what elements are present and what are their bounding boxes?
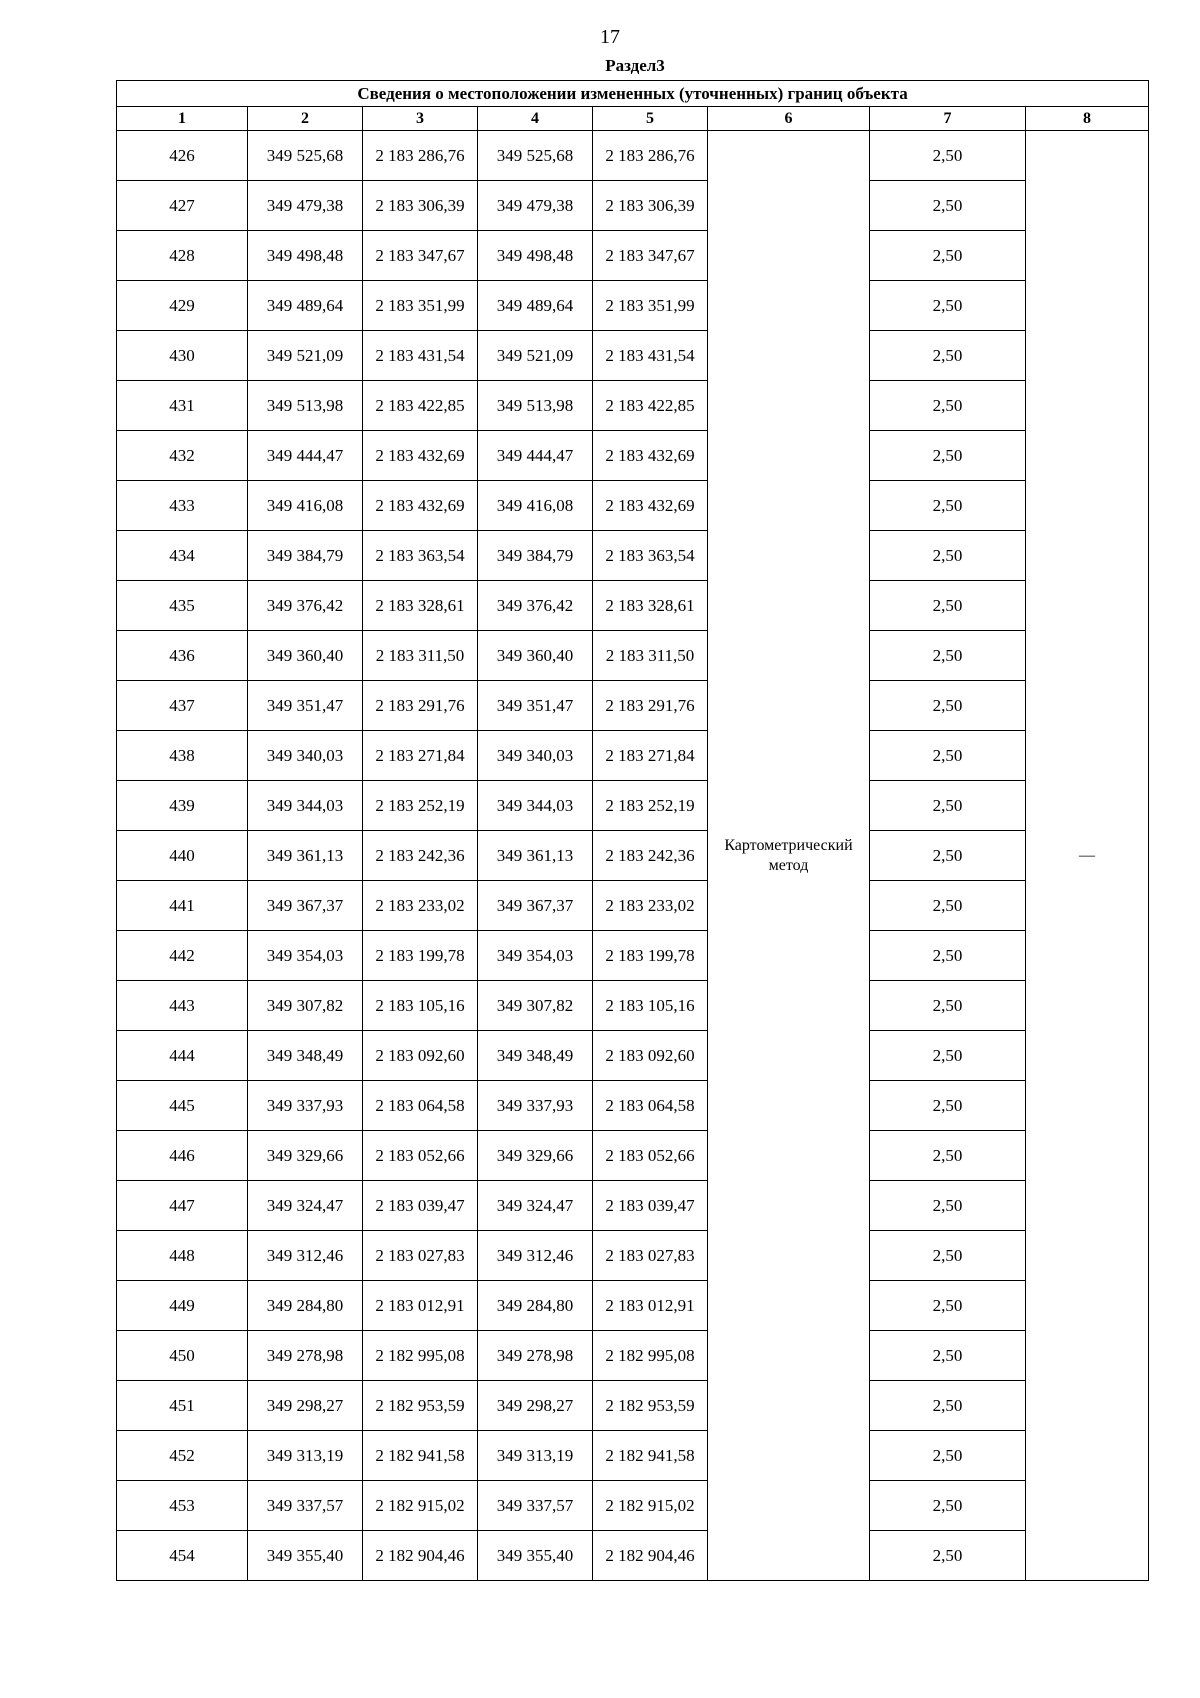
y-new-cell: 2 183 105,16 — [593, 981, 708, 1031]
y-new-cell: 2 183 328,61 — [593, 581, 708, 631]
point-number-cell: 430 — [117, 331, 248, 381]
y-existing-cell: 2 183 432,69 — [363, 481, 478, 531]
point-number-cell: 454 — [117, 1531, 248, 1581]
column-number: 6 — [708, 107, 870, 131]
accuracy-cell: 2,50 — [870, 581, 1026, 631]
y-new-cell: 2 183 431,54 — [593, 331, 708, 381]
x-existing-cell: 349 351,47 — [248, 681, 363, 731]
y-new-cell: 2 183 242,36 — [593, 831, 708, 881]
point-number-cell: 444 — [117, 1031, 248, 1081]
point-number-cell: 447 — [117, 1181, 248, 1231]
point-number-cell: 426 — [117, 131, 248, 181]
y-new-cell: 2 183 351,99 — [593, 281, 708, 331]
x-existing-cell: 349 284,80 — [248, 1281, 363, 1331]
accuracy-cell: 2,50 — [870, 881, 1026, 931]
x-new-cell: 349 355,40 — [478, 1531, 593, 1581]
y-new-cell: 2 183 286,76 — [593, 131, 708, 181]
y-new-cell: 2 183 306,39 — [593, 181, 708, 231]
accuracy-cell: 2,50 — [870, 131, 1026, 181]
x-existing-cell: 349 384,79 — [248, 531, 363, 581]
table-row — [117, 731, 1149, 781]
table-row — [117, 931, 1149, 981]
x-new-cell: 349 351,47 — [478, 681, 593, 731]
x-existing-cell: 349 360,40 — [248, 631, 363, 681]
point-number-cell: 448 — [117, 1231, 248, 1281]
accuracy-cell: 2,50 — [870, 481, 1026, 531]
x-existing-cell: 349 498,48 — [248, 231, 363, 281]
table-title-row — [117, 81, 1149, 107]
y-existing-cell: 2 183 252,19 — [363, 781, 478, 831]
column-number: 1 — [117, 107, 248, 131]
point-number-cell: 439 — [117, 781, 248, 831]
accuracy-cell: 2,50 — [870, 231, 1026, 281]
table-row — [117, 131, 1149, 181]
table-title: Сведения о местоположении измененных (уточненных) границ объекта — [117, 81, 1149, 107]
point-number-cell: 437 — [117, 681, 248, 731]
table-row — [117, 1431, 1149, 1481]
x-new-cell: 349 521,09 — [478, 331, 593, 381]
table-row — [117, 531, 1149, 581]
y-existing-cell: 2 183 233,02 — [363, 881, 478, 931]
y-existing-cell: 2 182 953,59 — [363, 1381, 478, 1431]
accuracy-cell: 2,50 — [870, 1131, 1026, 1181]
table-row — [117, 231, 1149, 281]
point-number-cell: 436 — [117, 631, 248, 681]
x-existing-cell: 349 361,13 — [248, 831, 363, 881]
y-new-cell: 2 182 915,02 — [593, 1481, 708, 1531]
y-existing-cell: 2 183 291,76 — [363, 681, 478, 731]
table-row — [117, 1231, 1149, 1281]
accuracy-cell: 2,50 — [870, 781, 1026, 831]
accuracy-cell: 2,50 — [870, 1081, 1026, 1131]
table-row — [117, 481, 1149, 531]
y-new-cell: 2 183 347,67 — [593, 231, 708, 281]
method-cell: Картометрический метод — [708, 131, 870, 1581]
point-number-cell: 441 — [117, 881, 248, 931]
x-existing-cell: 349 416,08 — [248, 481, 363, 531]
x-existing-cell: 349 337,57 — [248, 1481, 363, 1531]
x-new-cell: 349 340,03 — [478, 731, 593, 781]
y-new-cell: 2 182 995,08 — [593, 1331, 708, 1381]
table-row — [117, 631, 1149, 681]
accuracy-cell: 2,50 — [870, 831, 1026, 881]
table-row — [117, 1381, 1149, 1431]
accuracy-cell: 2,50 — [870, 731, 1026, 781]
y-existing-cell: 2 182 941,58 — [363, 1431, 478, 1481]
table-row — [117, 431, 1149, 481]
accuracy-cell: 2,50 — [870, 381, 1026, 431]
y-existing-cell: 2 183 432,69 — [363, 431, 478, 481]
table-row — [117, 1081, 1149, 1131]
accuracy-cell: 2,50 — [870, 1531, 1026, 1581]
x-new-cell: 349 479,38 — [478, 181, 593, 231]
table-row — [117, 681, 1149, 731]
x-new-cell: 349 313,19 — [478, 1431, 593, 1481]
x-new-cell: 349 376,42 — [478, 581, 593, 631]
x-existing-cell: 349 489,64 — [248, 281, 363, 331]
point-number-cell: 432 — [117, 431, 248, 481]
table-row — [117, 281, 1149, 331]
x-existing-cell: 349 340,03 — [248, 731, 363, 781]
x-new-cell: 349 513,98 — [478, 381, 593, 431]
y-existing-cell: 2 183 039,47 — [363, 1181, 478, 1231]
accuracy-cell: 2,50 — [870, 1281, 1026, 1331]
table-row — [117, 1181, 1149, 1231]
y-new-cell: 2 182 904,46 — [593, 1531, 708, 1581]
x-existing-cell: 349 298,27 — [248, 1381, 363, 1431]
point-number-cell: 427 — [117, 181, 248, 231]
x-existing-cell: 349 312,46 — [248, 1231, 363, 1281]
accuracy-cell: 2,50 — [870, 1381, 1026, 1431]
table-row — [117, 981, 1149, 1031]
point-number-cell: 442 — [117, 931, 248, 981]
y-new-cell: 2 183 271,84 — [593, 731, 708, 781]
accuracy-cell: 2,50 — [870, 1231, 1026, 1281]
accuracy-cell: 2,50 — [870, 1331, 1026, 1381]
x-new-cell: 349 489,64 — [478, 281, 593, 331]
accuracy-cell: 2,50 — [870, 1031, 1026, 1081]
y-existing-cell: 2 183 012,91 — [363, 1281, 478, 1331]
y-new-cell: 2 183 422,85 — [593, 381, 708, 431]
y-new-cell: 2 183 432,69 — [593, 431, 708, 481]
x-existing-cell: 349 479,38 — [248, 181, 363, 231]
x-new-cell: 349 312,46 — [478, 1231, 593, 1281]
x-existing-cell: 349 329,66 — [248, 1131, 363, 1181]
y-existing-cell: 2 183 286,76 — [363, 131, 478, 181]
point-number-cell: 445 — [117, 1081, 248, 1131]
y-new-cell: 2 183 252,19 — [593, 781, 708, 831]
x-existing-cell: 349 348,49 — [248, 1031, 363, 1081]
point-number-cell: 451 — [117, 1381, 248, 1431]
x-new-cell: 349 337,93 — [478, 1081, 593, 1131]
table-body — [117, 131, 1149, 1581]
column-number: 3 — [363, 107, 478, 131]
column-numbers-row — [117, 107, 1149, 131]
table-row — [117, 1481, 1149, 1531]
x-existing-cell: 349 307,82 — [248, 981, 363, 1031]
y-existing-cell: 2 183 242,36 — [363, 831, 478, 881]
accuracy-cell: 2,50 — [870, 181, 1026, 231]
y-new-cell: 2 183 012,91 — [593, 1281, 708, 1331]
y-existing-cell: 2 183 306,39 — [363, 181, 478, 231]
x-new-cell: 349 525,68 — [478, 131, 593, 181]
x-existing-cell: 349 367,37 — [248, 881, 363, 931]
y-new-cell: 2 183 027,83 — [593, 1231, 708, 1281]
column-number: 5 — [593, 107, 708, 131]
point-number-cell: 443 — [117, 981, 248, 1031]
point-number-cell: 452 — [117, 1431, 248, 1481]
accuracy-cell: 2,50 — [870, 1481, 1026, 1531]
y-existing-cell: 2 183 105,16 — [363, 981, 478, 1031]
table-row — [117, 1531, 1149, 1581]
table-row — [117, 381, 1149, 431]
point-number-cell: 449 — [117, 1281, 248, 1331]
y-existing-cell: 2 183 422,85 — [363, 381, 478, 431]
accuracy-cell: 2,50 — [870, 331, 1026, 381]
accuracy-cell: 2,50 — [870, 681, 1026, 731]
accuracy-cell: 2,50 — [870, 931, 1026, 981]
point-number-cell: 431 — [117, 381, 248, 431]
y-new-cell: 2 182 941,58 — [593, 1431, 708, 1481]
y-existing-cell: 2 183 328,61 — [363, 581, 478, 631]
x-new-cell: 349 344,03 — [478, 781, 593, 831]
y-new-cell: 2 183 039,47 — [593, 1181, 708, 1231]
point-number-cell: 440 — [117, 831, 248, 881]
x-new-cell: 349 324,47 — [478, 1181, 593, 1231]
x-new-cell: 349 278,98 — [478, 1331, 593, 1381]
x-existing-cell: 349 376,42 — [248, 581, 363, 631]
boundary-coordinates-table — [116, 80, 1149, 1581]
accuracy-cell: 2,50 — [870, 981, 1026, 1031]
point-number-cell: 428 — [117, 231, 248, 281]
table-row — [117, 881, 1149, 931]
y-new-cell: 2 183 052,66 — [593, 1131, 708, 1181]
y-existing-cell: 2 183 431,54 — [363, 331, 478, 381]
x-new-cell: 349 329,66 — [478, 1131, 593, 1181]
y-existing-cell: 2 183 271,84 — [363, 731, 478, 781]
x-existing-cell: 349 337,93 — [248, 1081, 363, 1131]
y-existing-cell: 2 182 904,46 — [363, 1531, 478, 1581]
y-existing-cell: 2 183 199,78 — [363, 931, 478, 981]
table-row — [117, 181, 1149, 231]
x-existing-cell: 349 444,47 — [248, 431, 363, 481]
x-existing-cell: 349 313,19 — [248, 1431, 363, 1481]
x-new-cell: 349 348,49 — [478, 1031, 593, 1081]
table-row — [117, 831, 1149, 881]
table-row — [117, 1331, 1149, 1381]
y-new-cell: 2 182 953,59 — [593, 1381, 708, 1431]
section-title: Раздел3 — [605, 56, 665, 75]
x-existing-cell: 349 355,40 — [248, 1531, 363, 1581]
table-row — [117, 1131, 1149, 1181]
x-new-cell: 349 307,82 — [478, 981, 593, 1031]
y-new-cell: 2 183 233,02 — [593, 881, 708, 931]
x-existing-cell: 349 525,68 — [248, 131, 363, 181]
x-existing-cell: 349 354,03 — [248, 931, 363, 981]
x-new-cell: 349 298,27 — [478, 1381, 593, 1431]
y-existing-cell: 2 183 092,60 — [363, 1031, 478, 1081]
accuracy-cell: 2,50 — [870, 431, 1026, 481]
column-number: 7 — [870, 107, 1026, 131]
table-row — [117, 1031, 1149, 1081]
x-new-cell: 349 416,08 — [478, 481, 593, 531]
x-new-cell: 349 360,40 — [478, 631, 593, 681]
y-existing-cell: 2 183 027,83 — [363, 1231, 478, 1281]
y-new-cell: 2 183 432,69 — [593, 481, 708, 531]
y-new-cell: 2 183 092,60 — [593, 1031, 708, 1081]
x-new-cell: 349 384,79 — [478, 531, 593, 581]
y-existing-cell: 2 183 064,58 — [363, 1081, 478, 1131]
column-number: 2 — [248, 107, 363, 131]
x-new-cell: 349 361,13 — [478, 831, 593, 881]
point-number-cell: 446 — [117, 1131, 248, 1181]
y-existing-cell: 2 182 995,08 — [363, 1331, 478, 1381]
accuracy-cell: 2,50 — [870, 1431, 1026, 1481]
point-number-cell: 429 — [117, 281, 248, 331]
x-existing-cell: 349 513,98 — [248, 381, 363, 431]
point-number-cell: 453 — [117, 1481, 248, 1531]
y-existing-cell: 2 183 363,54 — [363, 531, 478, 581]
y-new-cell: 2 183 363,54 — [593, 531, 708, 581]
y-new-cell: 2 183 064,58 — [593, 1081, 708, 1131]
y-existing-cell: 2 183 347,67 — [363, 231, 478, 281]
column-number: 4 — [478, 107, 593, 131]
x-new-cell: 349 284,80 — [478, 1281, 593, 1331]
x-existing-cell: 349 521,09 — [248, 331, 363, 381]
table-row — [117, 581, 1149, 631]
accuracy-cell: 2,50 — [870, 281, 1026, 331]
y-new-cell: 2 183 199,78 — [593, 931, 708, 981]
accuracy-cell: 2,50 — [870, 631, 1026, 681]
x-new-cell: 349 498,48 — [478, 231, 593, 281]
x-existing-cell: 349 324,47 — [248, 1181, 363, 1231]
x-new-cell: 349 354,03 — [478, 931, 593, 981]
y-existing-cell: 2 182 915,02 — [363, 1481, 478, 1531]
x-new-cell: 349 444,47 — [478, 431, 593, 481]
y-new-cell: 2 183 311,50 — [593, 631, 708, 681]
point-number-cell: 435 — [117, 581, 248, 631]
table-row — [117, 1281, 1149, 1331]
accuracy-cell: 2,50 — [870, 1181, 1026, 1231]
point-number-cell: 433 — [117, 481, 248, 531]
point-number-cell: 438 — [117, 731, 248, 781]
x-existing-cell: 349 278,98 — [248, 1331, 363, 1381]
page-number: 17 — [600, 26, 620, 48]
point-number-cell: 434 — [117, 531, 248, 581]
y-existing-cell: 2 183 311,50 — [363, 631, 478, 681]
x-new-cell: 349 337,57 — [478, 1481, 593, 1531]
table-row — [117, 331, 1149, 381]
y-new-cell: 2 183 291,76 — [593, 681, 708, 731]
column-number: 8 — [1026, 107, 1149, 131]
point-number-cell: 450 — [117, 1331, 248, 1381]
x-new-cell: 349 367,37 — [478, 881, 593, 931]
table-row — [117, 781, 1149, 831]
x-existing-cell: 349 344,03 — [248, 781, 363, 831]
accuracy-cell: 2,50 — [870, 531, 1026, 581]
note-cell: — — [1026, 131, 1149, 1581]
y-existing-cell: 2 183 351,99 — [363, 281, 478, 331]
y-existing-cell: 2 183 052,66 — [363, 1131, 478, 1181]
